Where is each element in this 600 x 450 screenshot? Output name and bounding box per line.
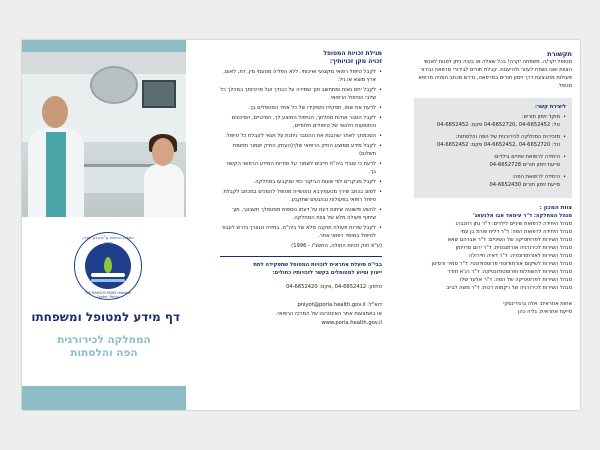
rights-heading: מגילת זכויות המטופל — [323, 50, 382, 57]
team-line: מנהל השירות להשתלות ופרוסטודונטיקה: ד"ר רג'א חודר — [447, 269, 572, 275]
rights-item: • לקבל הסבר אודות מחלתך, הטיפול המוצע לך, הסיכויים, הסיכונים והתופעות הלוואי של טיפולים חלופיים. — [220, 114, 376, 130]
team-line: מנהל השירות לפרותטיקה של השיניים: ד"ר אברהם שאא — [447, 237, 572, 243]
doctor-scrubs — [46, 132, 66, 217]
head-assistant: סייעת אחראית: גליה כהן — [517, 309, 572, 315]
website-link[interactable]: www.poria.health.gov.il — [321, 320, 382, 326]
rights-item: • לקבל שירות פעולה תוקנה מלא של ביה"ח, במידה וננצרך גדרש לעבור לטיפול במוסד רפואי אחר. — [220, 224, 376, 240]
rights-officer-phones: טלפון: 04-6652412 ,פקס: 04-6652420 — [286, 284, 382, 290]
rights-panel — [220, 40, 382, 410]
cover-title: דף מידע למטופל ומשפחתו — [31, 310, 180, 324]
cover-department — [28, 334, 180, 360]
cover-dept-line-2: הפה והלסתות — [70, 347, 138, 359]
rights-item: • לסווג בכתב שירך מטעמיךבא נהטשייה מטופל להסכים במכתב לקבלת טיפול רפואי בפעולות ובהגעים שתקבע. — [220, 188, 376, 204]
contact-block — [220, 301, 382, 328]
team-line: מנהל השירות לפרוטטיקה של הפה: ד"ר אלעד שלו — [459, 277, 572, 283]
contact-box-heading: ליצירת קשר: — [534, 104, 566, 110]
cover-panel — [22, 40, 186, 410]
law-citation: (ע"פ חוק זכויות החולה, התשנ"ו - 1996) — [291, 243, 382, 249]
divider — [220, 256, 382, 257]
logo-emblem — [85, 243, 131, 289]
contact-item: • היחידה לרפואת הפה: סייעת זימון תורים 04-6652430 — [420, 173, 560, 189]
brochure-sheet — [22, 40, 580, 410]
communication-panel — [414, 40, 572, 410]
cover-dept-line-1: המחלקה לכירורגית — [57, 334, 151, 346]
team-heading: צוות המכון : — [539, 205, 572, 211]
logo-wave-icon-2 — [91, 279, 125, 282]
surgical-lamp — [90, 66, 138, 104]
rights-item: • להשיג פישוטה שיחות דעת על דעתו נוספות ממטפלך חשבונך, תוך שיתוף פעולה מלא של צוות המחלקה. — [220, 206, 376, 222]
cover-top-band — [22, 40, 186, 52]
communication-heading: תקשורת — [547, 50, 572, 58]
contact-item: • מזכירות המחלקה לכירורגית של הפה והלסתות: טל: 04-6652720 ,04-6652452 פקס: 04-6652452 — [420, 133, 560, 149]
contact-list — [420, 113, 566, 189]
email-link[interactable]: דוא"ל: pniyot@poria.health.gov.il — [297, 302, 382, 308]
rights-item: • לדעת את שמו, תפקידו ותפקידו של כל אחד המטפלים בך. — [220, 104, 376, 112]
rights-list — [220, 68, 382, 240]
rights-item: • הסכמתך לאחר שהבנת את ההסבר ניתנת על תנאי לקבלת כל טיפול. — [220, 132, 376, 140]
rights-item: • לקבל טיפול רפואי מקצועי ואיכותי, ללא הפליה מטעמי מין, דת, לאום, ארץ מוצא או גיל. — [220, 68, 376, 84]
team-line: מנהל השירות לשיקום אורתודונטי פרוסטודונטי: ד"ר סמיר ורסינון — [431, 261, 572, 267]
logo-text-english: THE BARUCH PADEH Medical Center, Poriya — [85, 291, 131, 299]
team-line: מנהל היחידה לרפואת שיניים לילדים: ד"ר נתן רוזנברג — [455, 221, 572, 227]
head-nurse: אחות אחראית: אלה גרגירינסקי — [503, 301, 572, 307]
rights-officer-note-2: ייעוץ וסיוע למטופלים בקשר לזכויותיו כחולים: — [272, 270, 382, 276]
nurse-figure — [144, 164, 184, 217]
website-label: או באמצעות אתר האינטרנט של המרכז הרפואי: — [276, 311, 382, 317]
cover-bottom-band — [22, 386, 186, 410]
cover-photo — [22, 52, 186, 217]
rights-item: • לקבל מבקרים לפי שעות הביקור כפי שנקבעו במחלקה. — [220, 178, 376, 186]
team-footer — [414, 300, 572, 316]
rights-subheading: זכויה מקן זכויותיך: — [329, 58, 382, 65]
team-line: מנהל השירות לאורתודונטיה: ד"ר דאיה חיירולה — [468, 253, 572, 259]
rights-officer-note-1: בבי"ח פועלת אחראית לזכויות המטופל שתפקידה לתת — [253, 262, 382, 268]
rights-item: • לקבל יחס נאות ומתחשב תוך שמירה על כבודך ועל פרטיותך במהלך כל שלבי הטיפול הרפואי. — [220, 86, 376, 102]
team-section — [414, 204, 572, 316]
contact-item: • היחידה לרפואת שיניים בילדים: סייעת זימון תורים 04-6652728 — [420, 153, 560, 169]
contact-item: • מוקד זימון תורים: טל: 04-6652452 ,04-6652720 פקס: 04-6652452 — [420, 113, 560, 129]
medical-monitor — [142, 80, 176, 108]
nurse-head — [152, 138, 174, 166]
rights-item: • לקבל מידע ממוצע החיק הרפואי שלך(העתק החיק ישמור תחומת תשלום) — [220, 142, 376, 158]
team-head-of-dept: מנהל המחלקה: ד"ר עימאד אבו אלנעאג' — [473, 213, 572, 219]
team-line: מנהל השירות לכירורגיה של רקמות רכות: ד"ר משה לבייב — [446, 285, 572, 291]
doctor-head — [42, 96, 68, 128]
contact-box — [414, 98, 572, 198]
logo-text-hebrew: המרכז הרפואי ע"ש ברוך פדה, — [82, 235, 134, 240]
logo-leaf-icon — [104, 257, 112, 273]
communication-intro: מטופל יקר/ה, משפחה יקרה! בכל שאלה או בעיה ניתן לפנות לאנשי הצוות ואנו נשמח לעזור ולהיענות. קבלת תורים לבירורי מרפאה ובירור פעולות מתבצעת דרך זימון תורים במרפאה, נדרש מכתב הפניה מרופא מטפל. — [418, 59, 572, 89]
rights-item: • לדעת כי עובדי ביה"ח חייבים לשמור על סודיות המידע הרפואי הקשור בך. — [220, 160, 376, 176]
team-line: מנהל השירות לכירורגיה אורתגנטית: ד"ר ירום סרויזמן — [455, 245, 572, 251]
logo-wave-icon — [91, 273, 125, 277]
team-line: מנהל היחידה לרפואת הפה: ד"ר דלית פורת בן עמי — [460, 229, 572, 235]
hospital-logo — [74, 232, 142, 300]
